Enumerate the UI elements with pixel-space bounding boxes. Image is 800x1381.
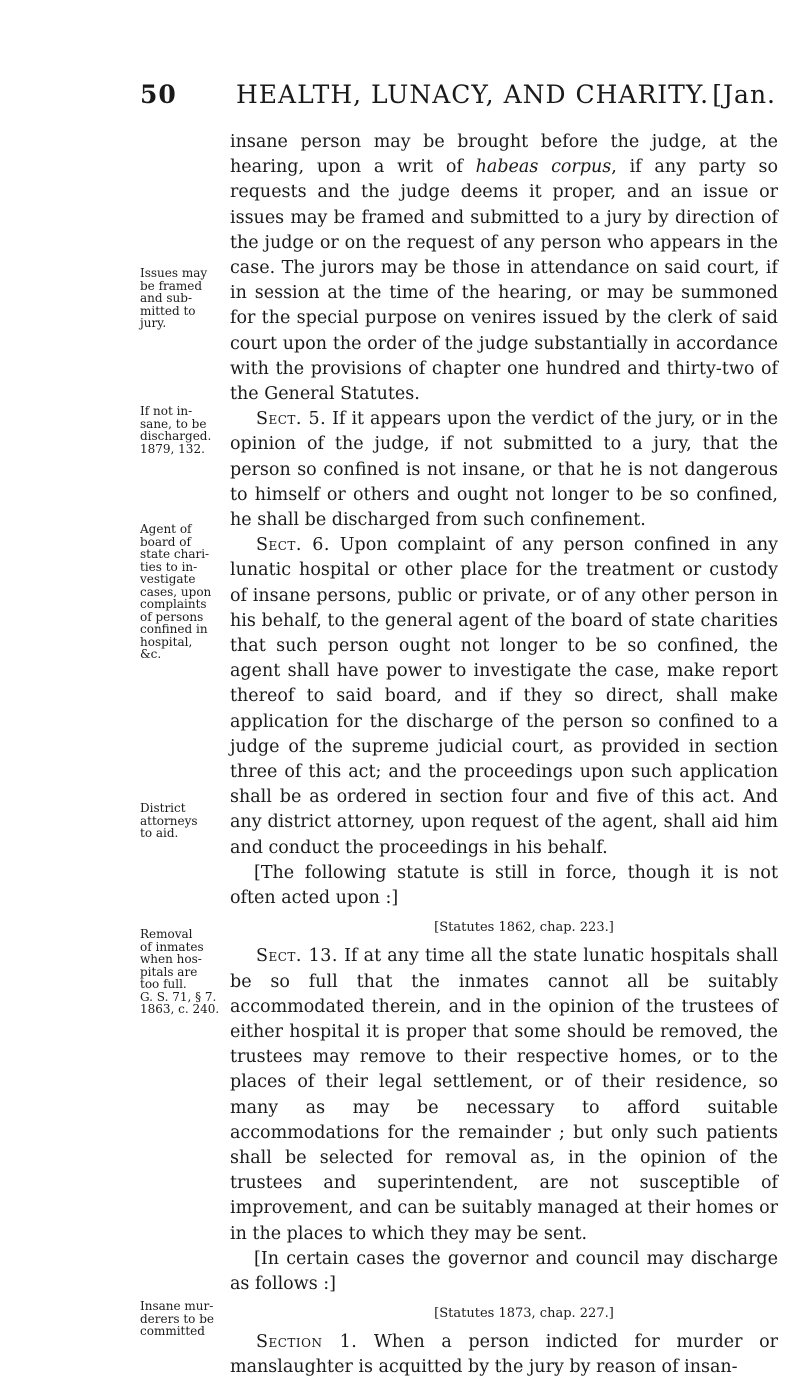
page-number: 50 xyxy=(140,80,177,109)
editorial-note: [In certain cases the governor and council may discharge as follows :] xyxy=(230,1248,778,1294)
italic-term: habeas corpus xyxy=(475,157,612,178)
margin-note-district: District attorneys to aid. xyxy=(140,801,198,840)
running-date: [Jan. xyxy=(712,80,776,109)
running-title: HEALTH, LUNACY, AND CHARITY. xyxy=(236,80,710,109)
margin-note-removal: Removal of inmates when hos- pitals are too full. G. S. 71, § 7. 1863, c. 240. xyxy=(140,927,220,1016)
margin-note-issues: Issues may be framed and sub- mitted to jury. xyxy=(140,266,208,330)
margin-note-discharge: If not in- sane, to be discharged. 1879, 132. xyxy=(140,404,212,456)
margin-note-insane-murderers: Insane mur- derers to be committed xyxy=(140,1299,214,1338)
body-text xyxy=(230,130,778,1381)
section-1: Section 1. When a person indicted for murder or manslaughter is acquitted by the jury by reason of insan- xyxy=(230,1332,778,1378)
section-label: Section 1. xyxy=(256,1332,358,1353)
section-5: Sect. 5. If it appears upon the verdict of the jury, or in the opinion of the judge, if not submitted to a jury, that the person so confined is not insane, or that he is not dangerous to himself or others and ought not longer to be so confined, he shall be discharged from such confinement. xyxy=(230,409,778,531)
section-label: Sect. 13. xyxy=(256,946,338,967)
section-13: Sect. 13. If at any time all the state lunatic hospitals shall be so full that the inmates cannot all be suitably accommodated therein, and in the opinion of the trustees of either hospital it is proper that some should be removed, the trustees may remove to their respective homes, or to the places of their legal settlement, or of their residence, so many as may be necessary to afford suitable accommodations for the remainder ; but only such patients shall be selected for removal as, in the opinion of the trustees and superintendent, are not susceptible of improvement, and can be suitably managed at their homes or in the places to which they may be sent. xyxy=(230,946,778,1244)
page-header xyxy=(140,80,776,116)
paragraph-continuation: insane person may be brought before the judge, at the hearing, upon a writ of habeas corpus, if any party so requests and the judge deems it proper, and an issue or issues may be framed and submitted to a jury by direction of the judge or on the request of any person who appears in the case. The jurors may be those in attendance on said court, if in session at the time of the hearing, or may be summoned for the special purpose on venires issued by the clerk of said court upon the order of the judge substantially in accordance with the provisions of chapter one hundred and thirty-two of the General Statutes. xyxy=(230,132,778,405)
statute-citation: [Statutes 1873, chap. 227.] xyxy=(434,1306,614,1322)
section-6: Sect. 6. Upon complaint of any person confined in any lunatic hospital or other place for the treatment or custody of insane persons, public or private, or of any other person in his behalf, to the general agent of the board of state charities that such person ought not longer to be so confined, the agent shall have power to investigate the case, make report thereof to said board, and if they so direct, shall make application for the discharge of the person so confined to a judge of the supreme judicial court, as provided in section three of this act; and the proceedings upon such application shall be as ordered in section four and five of this act. And any district attorney, upon request of the agent, shall aid him and conduct the proceedings in his behalf. xyxy=(230,535,778,858)
statute-citation: [Statutes 1862, chap. 223.] xyxy=(434,920,614,936)
section-label: Sect. 6. xyxy=(256,535,330,556)
section-label: Sect. 5. xyxy=(256,409,327,430)
editorial-note: [The following statute is still in force, though it is not often acted upon :] xyxy=(230,862,778,909)
margin-note-agent: Agent of board of state chari- ties to in- vestigate cases, upon complaints of persons confined in hospital, &c. xyxy=(140,522,212,661)
